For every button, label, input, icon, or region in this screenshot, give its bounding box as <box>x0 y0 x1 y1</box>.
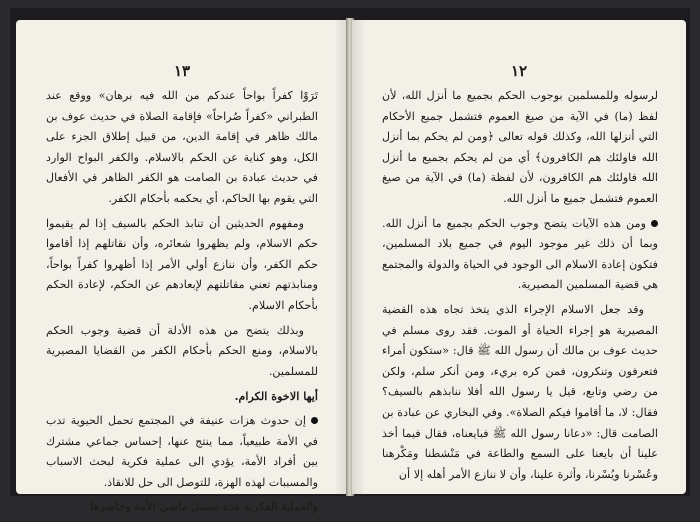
paragraph-text: وقد جعل الاسلام الإجراء الذي يتخذ تجاه هذه القضية المصيرية هو إجراء الحياة أو الموت. فقد روى مسلم في حديث عوف بن مالك أن رسول الله ﷺ قال: «ستكون أمراء فتعرفون وتنكرون، فمن كره بريء، ومن أنكر سلم، ولكن من رضي وتابع، قيل يا رسول الله أفلا ننابذهم بالسيف؟ فقال: لا، ما أقاموا فيكم الصلاة». وفي البخاري عن عبادة بن الصامت قال: «دعانا رسول الله ﷺ فبايعناه، فقال فيما أخذ علينا أن بايعنا على السمع والطاعة في مَنْشطنا ومَكْرهنا وعُسْرنا ويُسْرنا، وأثرة علينا، وأن لا ننازع الأمر أهله إلا أن <box>382 302 658 481</box>
page-text <box>46 86 318 522</box>
paragraph-text: لرسوله وللمسلمين بوجوب الحكم بجميع ما أنزل الله، لأن لفظ (ما) في الآية من صيغ العموم فتشمل جميع الأحكام التي أنزلها الله، وكذلك قوله تعالى ﴿ومن لم يحكم بما أنزل الله فاولئك هم الكافرون﴾ أي من لم يحكم بجميع ما أنزل الله فاولئك هم الكافرون، لأن لفظة (ما) في الآية من صيغ العموم فتشمل جميع ما أنزل الله. <box>382 89 658 205</box>
paragraph <box>46 86 318 210</box>
paragraph-text: ومن هذه الآيات يتضح وجوب الحكم بجميع ما أنزل الله. وبما أن ذلك غير موجود اليوم في جميع بلاد المسلمين، فتكون إعادة الاسلام الى الوجود في الحياة والدولة والمجتمع هي قضية المسلمين المصيرية. <box>382 216 658 292</box>
paragraph-text: تَرَوْا كفراً بواحاً عندكم من الله فيه برهان» ووقع عند الطبراني «كفراً صُراحاً» فإقامة الصلاة في حديث عوف بن مالك ظاهر في إقامة الدين، من قبيل إطلاق الجزء على الكل، وهو كناية عن الحكم بالاسلام. والكفر البواح الوارد في حديث عبادة بن الصامت هو الكفر الظاهر في الأفعال التي يقوم بها الحاكم، أي بحكمه بأحكام الكفر. <box>46 89 318 205</box>
bullet-icon <box>311 417 318 424</box>
page-number: ١٣ <box>173 62 191 80</box>
paragraph <box>46 214 318 317</box>
paragraph-text: إن حدوث هزات عنيفة في المجتمع تحمل الحيوية تدب في الأمة طبيعياً، مما ينتج عنها، إحساس جماعي مشترك بين أفراد الأمة، يؤدي الى عملية فكرية لبحث الاسباب والمسببات لهذه الهزة، للتوصل الى حل للانقاذ. <box>46 413 318 489</box>
paragraph-text: أيها الاخوة الكرام. <box>234 389 318 404</box>
paragraph <box>382 86 658 210</box>
paragraph <box>46 497 318 518</box>
paragraph <box>382 214 658 296</box>
paragraph <box>46 411 318 493</box>
page-text <box>382 86 658 489</box>
book-spread <box>10 8 690 514</box>
paragraph-text: وبذلك يتضح من هذه الأدلة أن قضية وجوب الحكم بالاسلام، ومنع الحكم بأحكام الكفر من القضايا المصيرية للمسلمين. <box>46 323 318 378</box>
paragraph-text: والعملية الفكرية هذه تشمل ماضي الأمة وحاضرها <box>90 500 318 514</box>
left-page <box>16 20 348 514</box>
paragraph <box>382 300 658 485</box>
paragraph-text: ومفهوم الحديثين أن تنابذ الحكم بالسيف إذا لم يقيموا حكم الاسلام، ولم يظهروا شعائره، وأن نقاتلهم إذا أقاموا حكم الكفر، وأن ننازع أولي الأمر إذا أظهروا كفراً بواحاً، ومنابذتهم تعني مقاتلتهم لإبعادهم عن الحكم، لإعادة الحكم بأحكام الاسلام. <box>46 216 318 312</box>
right-page <box>352 20 686 494</box>
section-heading <box>46 386 318 407</box>
paragraph <box>46 321 318 383</box>
bullet-icon <box>651 220 658 227</box>
page-number: ١٢ <box>510 62 528 80</box>
page-fold-shadow <box>352 20 366 494</box>
